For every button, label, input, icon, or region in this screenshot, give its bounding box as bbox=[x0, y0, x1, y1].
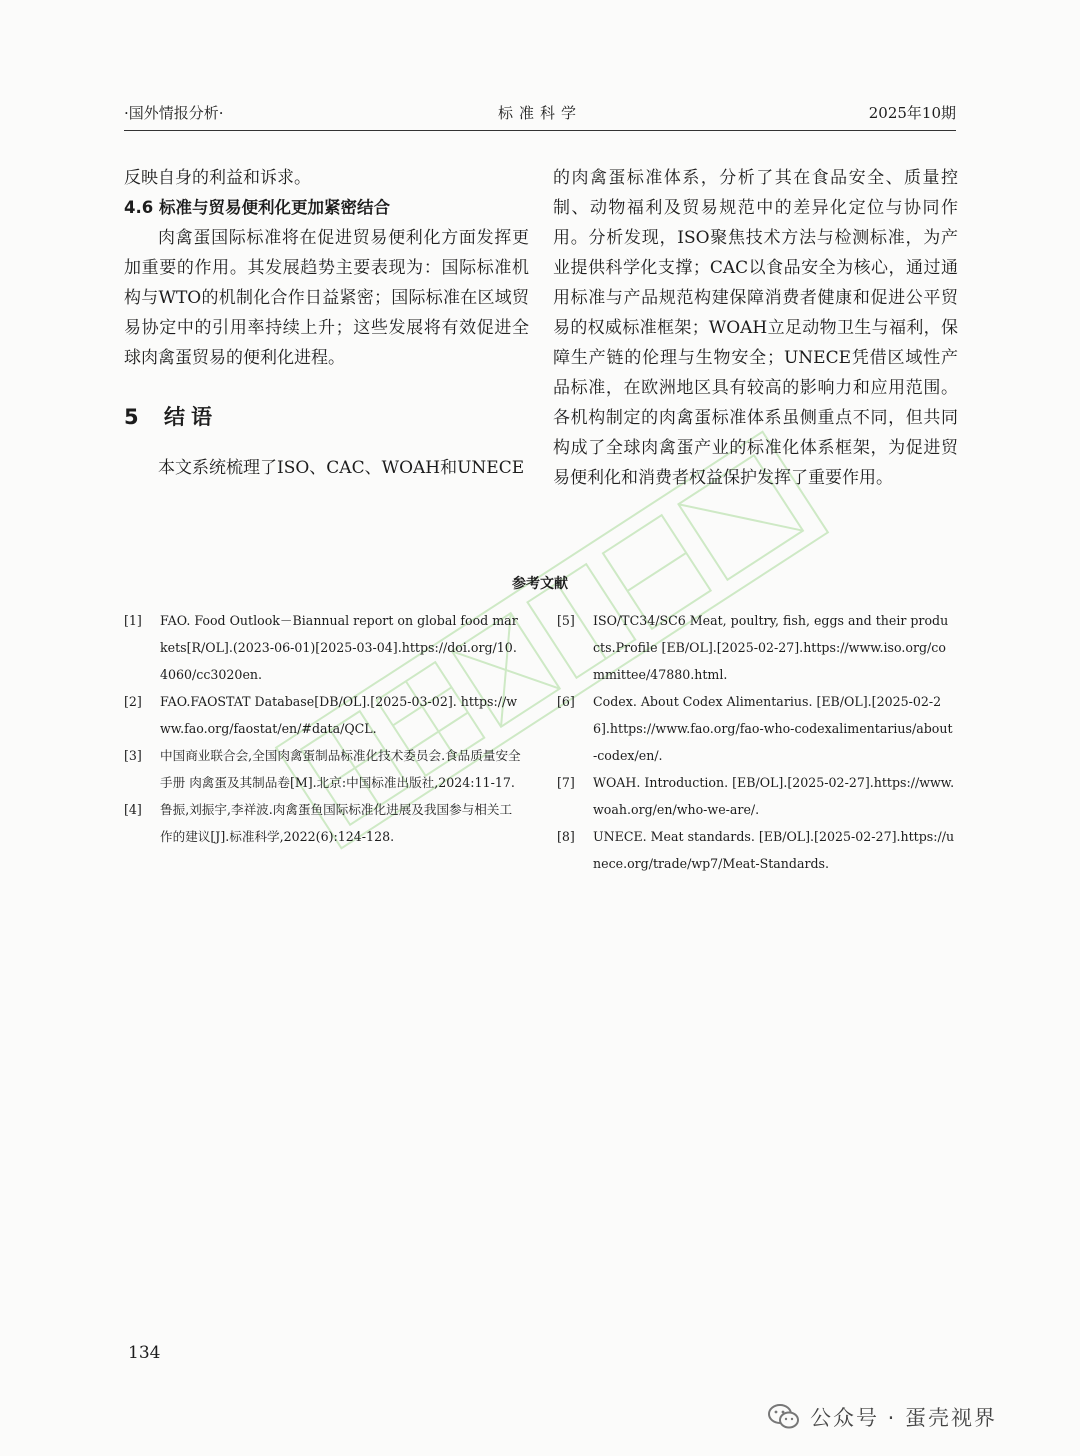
references-title: 参考文献 bbox=[512, 576, 568, 592]
reference-entry bbox=[124, 688, 522, 742]
reference-entry bbox=[124, 796, 522, 850]
references-column-right bbox=[557, 607, 955, 877]
reference-number: [1] bbox=[124, 613, 142, 628]
reference-number: [6] bbox=[557, 694, 575, 709]
reference-entry bbox=[124, 742, 522, 796]
reference-text: UNECE. Meat standards. [EB/OL].[2025-02-27].https://unece.org/trade/wp7/Meat-Standards. bbox=[593, 829, 955, 871]
subsection-heading: 4.6 标准与贸易便利化更加紧密结合 bbox=[124, 198, 390, 217]
reference-text: FAO. Food Outlook－Biannual report on global food markets[R/OL].(2023-06-01)[2025-03-04].https://doi.org/10.4060/cc3020en. bbox=[160, 613, 518, 682]
page-number: 134 bbox=[128, 1343, 161, 1363]
reference-text: Codex. About Codex Alimentarius. [EB/OL].[2025-02-26].https://www.fao.org/fao-who-codexalimentarius/about-codex/en/. bbox=[593, 694, 953, 763]
header-section-label: ·国外情报分析· bbox=[124, 104, 224, 122]
reference-entry bbox=[557, 607, 955, 688]
paragraph: 肉禽蛋国际标准将在促进贸易便利化方面发挥更加重要的作用。其发展趋势主要表现为：国际标准机构与WTO的机制化合作日益紧密；国际标准在区域贸易协定中的引用率持续上升；这些发展将有效促进全球肉禽蛋贸易的便利化进程。 bbox=[124, 228, 529, 368]
wechat-icon bbox=[768, 1403, 800, 1431]
reference-entry bbox=[124, 607, 522, 688]
section-heading bbox=[124, 401, 529, 433]
reference-number: [7] bbox=[557, 775, 575, 790]
header-issue: 2025年10期 bbox=[868, 104, 956, 122]
reference-text: 鲁振,刘振宇,李祥波.肉禽蛋鱼国际标准化进展及我国参与相关工作的建议[J].标准科学,2022(6):124-128. bbox=[160, 802, 513, 844]
reference-entry bbox=[557, 688, 955, 769]
running-header bbox=[124, 102, 956, 130]
reference-number: [2] bbox=[124, 694, 142, 709]
references-column-left bbox=[124, 607, 522, 850]
reference-number: [3] bbox=[124, 748, 142, 763]
header-journal-title: 标准科学 bbox=[497, 104, 582, 122]
reference-number: [5] bbox=[557, 613, 575, 628]
reference-number: [8] bbox=[557, 829, 575, 844]
body-column-left bbox=[124, 163, 529, 483]
body-column-right bbox=[553, 163, 958, 493]
reference-entry bbox=[557, 769, 955, 823]
reference-text: WOAH. Introduction. [EB/OL].[2025-02-27].https://www.woah.org/en/who-we-are/. bbox=[593, 775, 955, 817]
paragraph: 的肉禽蛋标准体系，分析了其在食品安全、质量控制、动物福利及贸易规范中的差异化定位与协同作用。分析发现，ISO聚焦技术方法与检测标准，为产业提供科学化支撑；CAC以食品安全为核心，通过通用标准与产品规范构建保障消费者健康和促进公平贸易的权威标准框架；WOAH立足动物卫生与福利，保障生产链的伦理与生物安全；UNECE凭借区域性产品标准，在欧洲地区具有较高的影响力和应用范围。各机构制定的肉禽蛋标准体系虽侧重点不同，但共同构成了全球肉禽蛋产业的标准化体系框架，为促进贸易便利化和消费者权益保护发挥了重要作用。 bbox=[553, 168, 958, 488]
footer-brand bbox=[768, 1397, 997, 1437]
reference-text: ISO/TC34/SC6 Meat, poultry, fish, eggs and their products.Profile [EB/OL].[2025-02-27].https://www.iso.org/committee/47880.html. bbox=[593, 613, 949, 682]
section-number: 5 bbox=[124, 405, 139, 429]
paragraph: 反映自身的利益和诉求。 bbox=[124, 168, 311, 188]
reference-number: [4] bbox=[124, 802, 142, 817]
reference-entry bbox=[557, 823, 955, 877]
reference-text: FAO.FAOSTAT Database[DB/OL].[2025-03-02]. https://www.fao.org/faostat/en/#data/QCL. bbox=[160, 694, 518, 736]
footer-brand-text: 公众号 · 蛋壳视界 bbox=[810, 1406, 998, 1430]
paragraph: 本文系统梳理了ISO、CAC、WOAH和UNECE bbox=[158, 458, 525, 478]
reference-text: 中国商业联合会,全国肉禽蛋制品标准化技术委员会.食品质量安全手册 肉禽蛋及其制品卷[M].北京:中国标准出版社,2024:11-17. bbox=[160, 748, 521, 790]
section-title: 结语 bbox=[164, 405, 218, 429]
header-divider bbox=[124, 130, 956, 131]
